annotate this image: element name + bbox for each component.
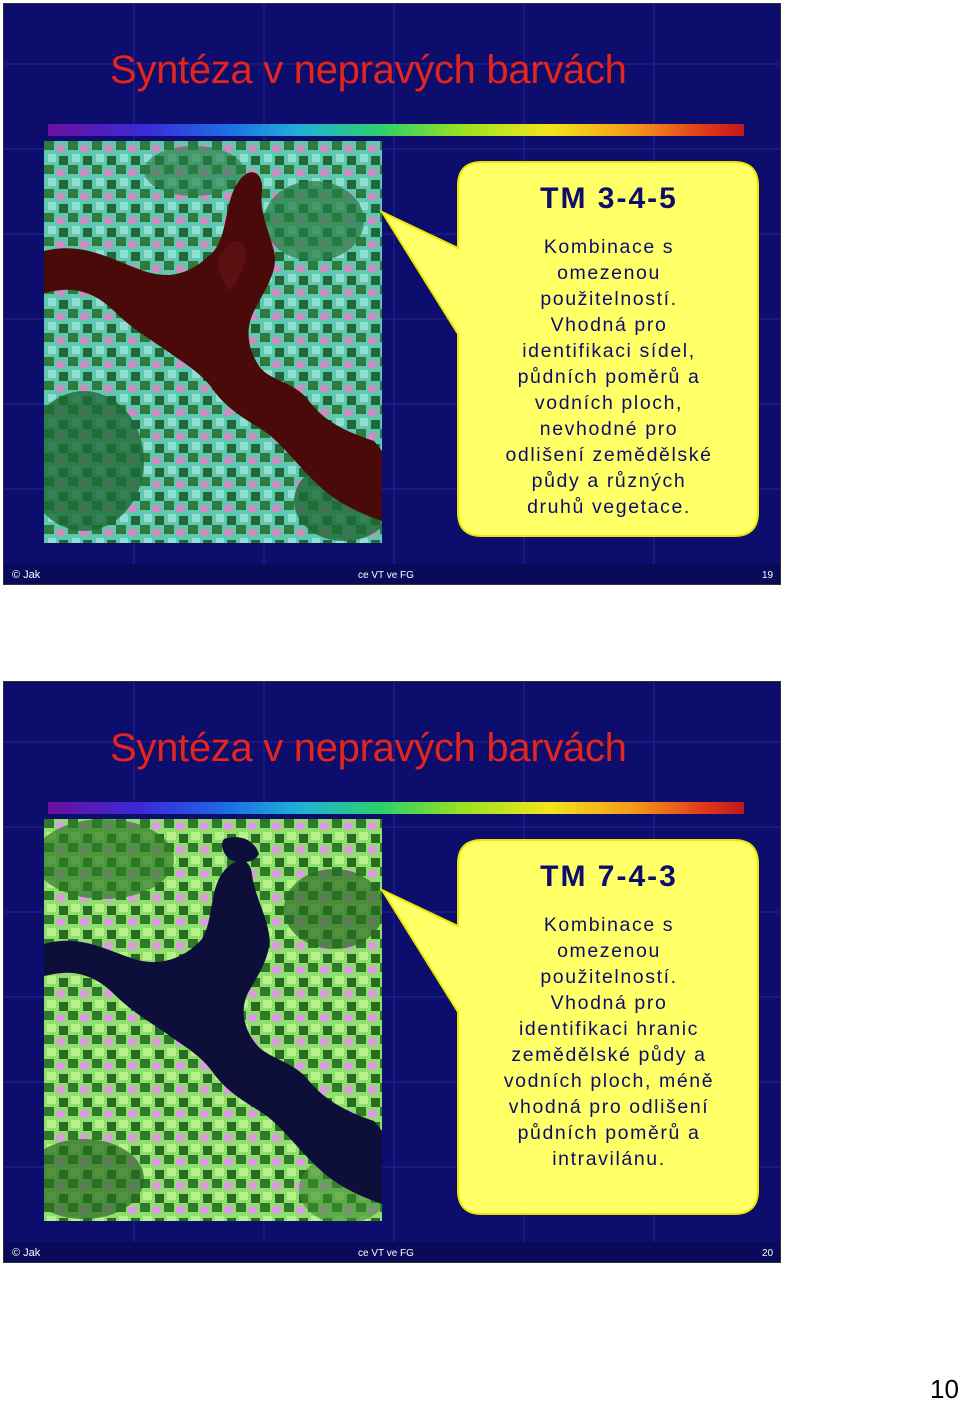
footer-copyright: © Jak <box>12 1247 41 1259</box>
slide-title: Syntéza v nepravých barvách <box>110 726 627 770</box>
description-line: Kombinace s <box>543 236 675 258</box>
description-line: intravilánu. <box>552 1148 666 1170</box>
description-line: nevhodné pro <box>539 418 679 440</box>
slide-19 <box>3 3 781 585</box>
band-combination-heading: TM 3-4-5 <box>540 182 678 215</box>
callout-text <box>464 860 754 1172</box>
description-line: druhů vegetace. <box>527 496 691 518</box>
slide-20 <box>3 681 781 1263</box>
slide-title: Syntéza v nepravých barvách <box>110 48 627 92</box>
slide-number: 19 <box>762 570 774 581</box>
description-line: identifikaci hranic <box>519 1018 699 1040</box>
description-line: Vhodná pro <box>550 992 668 1014</box>
footer-text: ce VT ve FG <box>358 1248 414 1259</box>
description-line: omezenou <box>557 262 661 284</box>
description-line: odlišení zemědělské <box>505 444 713 466</box>
band-combination-heading: TM 7-4-3 <box>540 860 678 893</box>
description-line: půdy a různých <box>531 470 687 492</box>
slide-number: 20 <box>762 1248 774 1259</box>
footer-copyright: © Jak <box>12 569 41 581</box>
description-line: vodních ploch, méně <box>503 1070 715 1092</box>
description-line: použitelností. <box>540 966 678 988</box>
description-line: identifikaci sídel, <box>522 340 696 362</box>
description-line: použitelností. <box>540 288 678 310</box>
description-line: vodních ploch, <box>534 392 684 414</box>
description-line: Kombinace s <box>543 914 675 936</box>
description-line: půdních poměrů a <box>517 1122 701 1144</box>
callout-text <box>464 182 754 520</box>
page-number: 10 <box>930 1374 959 1404</box>
description-line: Vhodná pro <box>550 314 668 336</box>
description-line: zemědělské půdy a <box>511 1044 707 1066</box>
description <box>464 912 754 1172</box>
description-line: půdních poměrů a <box>517 366 701 388</box>
description-line: omezenou <box>557 940 661 962</box>
footer-text: ce VT ve FG <box>358 570 414 581</box>
description-line: vhodná pro odlišení <box>508 1096 710 1118</box>
description <box>464 234 754 520</box>
